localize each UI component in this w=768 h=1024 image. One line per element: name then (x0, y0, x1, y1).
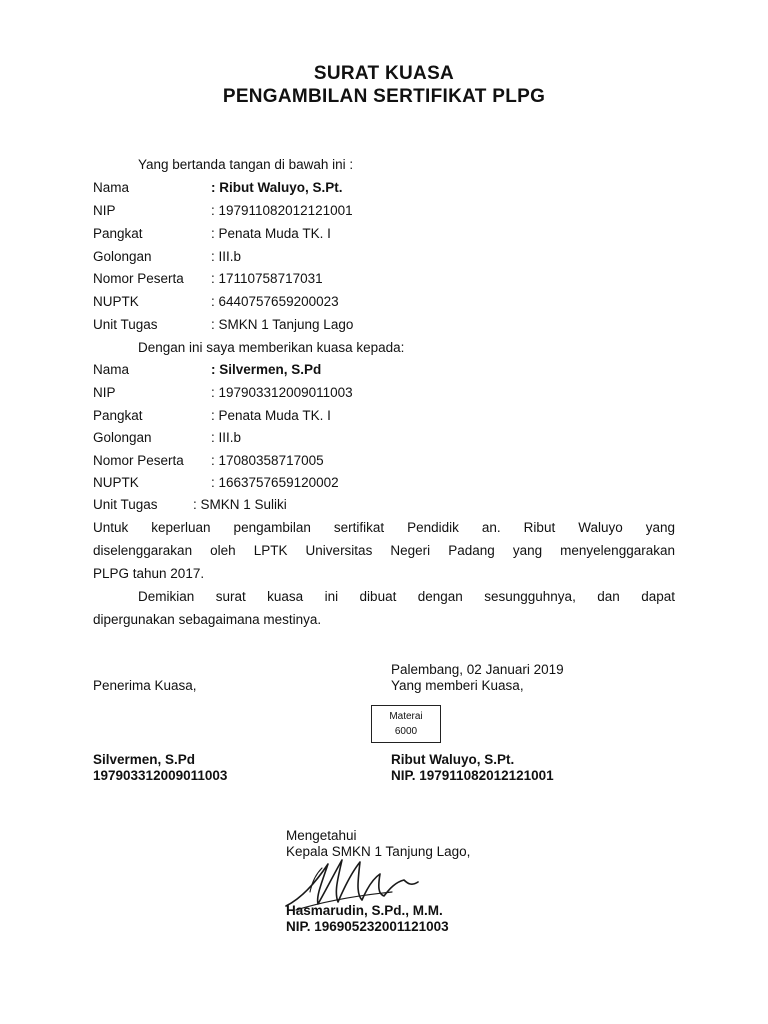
materai-stamp-box (371, 705, 441, 743)
paragraph-2-line-2: dipergunakan sebagaimana mestinya. (93, 612, 322, 627)
receiver-nip-label: NIP (93, 385, 116, 400)
receiver-heading: Penerima Kuasa, (93, 678, 197, 693)
materai-value: 6000 (394, 726, 418, 737)
giver-unit-value: : SMKN 1 Tanjung Lago (211, 317, 354, 332)
giver-nuptk-label: NUPTK (93, 294, 139, 309)
giver-signature-name: Ribut Waluyo, S.Pt. (391, 752, 515, 767)
document-title: SURAT KUASA (313, 63, 455, 84)
materai-label: Materai (389, 711, 423, 722)
head-title: Kepala SMKN 1 Tanjung Lago, (286, 844, 471, 859)
giver-nip-label: NIP (93, 203, 116, 218)
document-subtitle: PENGAMBILAN SERTIFIKAT PLPG (222, 86, 546, 107)
acknowledge-label: Mengetahui (286, 828, 357, 843)
paragraph-1-line-1: Untuk keperluan pengambilan sertifikat Pendidik an. Ribut Waluyo yang (93, 520, 675, 535)
giver-nip-value: : 197911082012121001 (211, 203, 353, 218)
receiver-nama-label: Nama (93, 362, 130, 377)
receiver-nomor-label: Nomor Peserta (93, 453, 184, 468)
giver-nama-value: : Ribut Waluyo, S.Pt. (211, 180, 343, 195)
receiver-nip-value: : 197903312009011003 (211, 385, 353, 400)
giver-unit-label: Unit Tugas (93, 317, 158, 332)
giver-nomor-label: Nomor Peserta (93, 271, 184, 286)
transfer-line: Dengan ini saya memberikan kuasa kepada: (138, 340, 405, 355)
giver-heading: Yang memberi Kuasa, (391, 678, 524, 693)
giver-nuptk-value: : 6440757659200023 (211, 294, 339, 309)
head-signature-name: Hasmarudin, S.Pd., M.M. (286, 903, 443, 918)
receiver-signature-name: Silvermen, S.Pd (93, 752, 196, 767)
head-signature-nip: NIP. 196905232001121003 (286, 919, 449, 934)
paragraph-1-line-3: PLPG tahun 2017. (93, 566, 205, 581)
receiver-nuptk-label: NUPTK (93, 475, 139, 490)
receiver-pangkat-label: Pangkat (93, 408, 143, 423)
receiver-nuptk-value: : 1663757659120002 (211, 475, 339, 490)
intro-line: Yang bertanda tangan di bawah ini : (138, 157, 354, 172)
receiver-golongan-label: Golongan (93, 430, 152, 445)
giver-golongan-value: : III.b (211, 249, 242, 264)
receiver-golongan-value: : III.b (211, 430, 242, 445)
place-date: Palembang, 02 Januari 2019 (391, 662, 564, 677)
giver-nomor-value: : 17110758717031 (211, 271, 323, 286)
receiver-unit-label: Unit Tugas (93, 497, 158, 512)
paragraph-1-line-2: diselenggarakan oleh LPTK Universitas Negeri Padang yang menyelenggarakan (93, 543, 675, 558)
giver-golongan-label: Golongan (93, 249, 152, 264)
receiver-nama-value: : Silvermen, S.Pd (211, 362, 322, 377)
receiver-nomor-value: : 17080358717005 (211, 453, 324, 468)
receiver-unit-value: : SMKN 1 Suliki (193, 497, 287, 512)
giver-nama-label: Nama (93, 180, 130, 195)
receiver-pangkat-value: : Penata Muda TK. I (211, 408, 331, 423)
receiver-signature-nip: 197903312009011003 (93, 768, 228, 783)
giver-pangkat-label: Pangkat (93, 226, 143, 241)
giver-signature-nip: NIP. 197911082012121001 (391, 768, 554, 783)
giver-pangkat-value: : Penata Muda TK. I (211, 226, 331, 241)
paragraph-2-line-1: Demikian surat kuasa ini dibuat dengan sesungguhnya, dan dapat (138, 589, 675, 604)
